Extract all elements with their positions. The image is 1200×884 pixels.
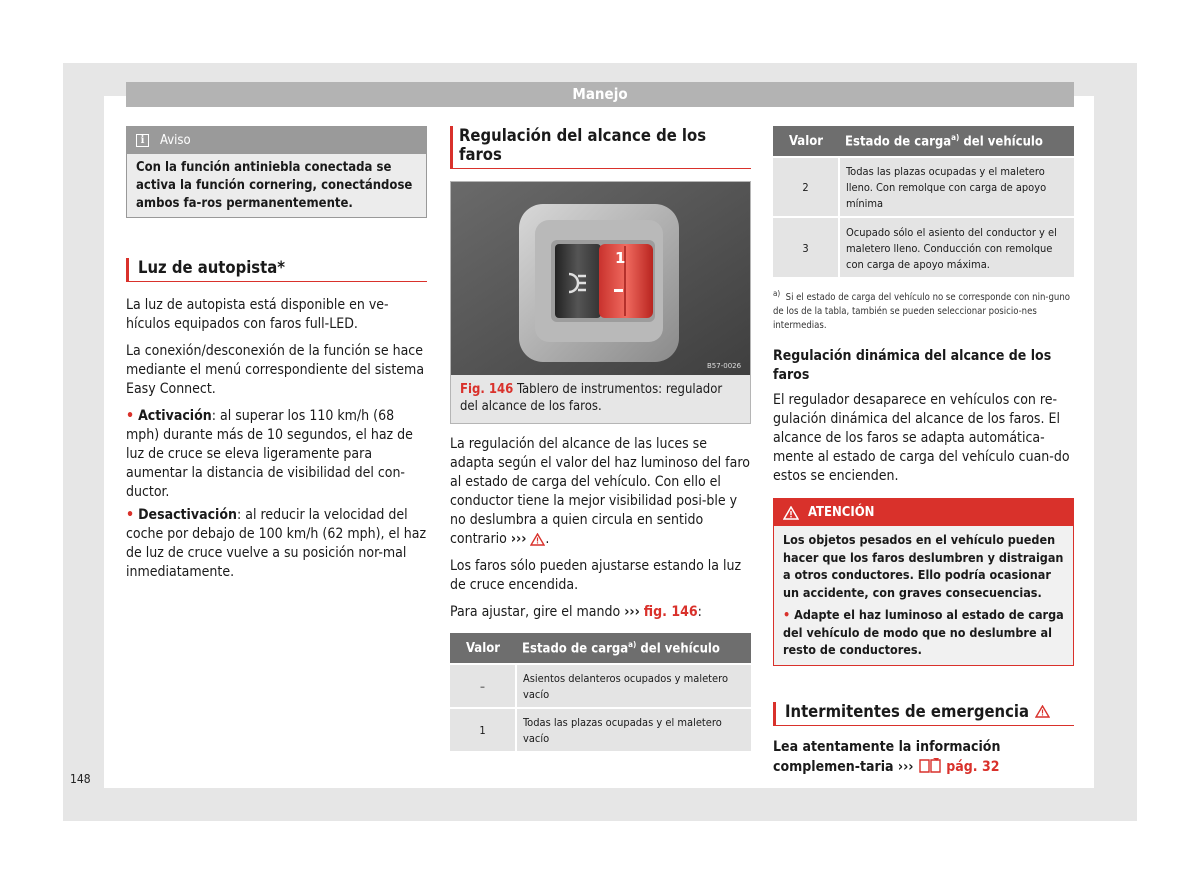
aviso-header [127, 127, 426, 154]
table-cell-value: – [450, 664, 516, 708]
warning-triangle-icon [1035, 705, 1050, 718]
footnote [773, 287, 1074, 333]
atencion-header [774, 499, 1073, 526]
table-cell-description: Todas las plazas ocupadas y el maletero lleno. Con remolque con carga de apoyo mínima [839, 157, 1074, 217]
bullet-text: : al superar los 110 km/h (68 mph) durante más de 10 segundos, el haz de luz de cruce se eleva ligeramente para aumentar la distancia de visibilidad del con-ductor. [126, 408, 413, 500]
paragraph-text: Para ajustar, gire el mando [450, 604, 621, 620]
bullet-term: Activación [138, 408, 212, 424]
bullet-term: Desactivación [138, 507, 237, 523]
paragraph: La conexión/desconexión de la función se hace mediante el menú correspondiente del sistema Easy Connect. [126, 343, 425, 397]
table-cell-value: 2 [773, 157, 839, 217]
table-cell-value: 1 [450, 708, 516, 751]
section-title-luz-autopista: Luz de autopista* [126, 258, 427, 282]
table-cell-description: Ocupado sólo el asiento del conductor y el maletero lleno. Conducción con remolque con carga de apoyo máxima. [839, 217, 1074, 277]
paragraph: Para ajustar, gire el mando ››› fig. 146: [450, 604, 702, 620]
warning-triangle-icon[interactable] [530, 533, 545, 546]
table-header-row [773, 126, 1074, 157]
table-cell-description: Asientos delanteros ocupados y maletero vacío [516, 664, 751, 708]
section-title-intermitentes [773, 702, 1074, 726]
figure-caption [451, 375, 750, 423]
column-header-valor: Valor [450, 633, 516, 664]
subheading-dinamica: Regulación dinámica del alcance de los faros [773, 348, 1052, 384]
section-title-regulacion: Regulación del alcance de los faros [450, 126, 751, 169]
atencion-bullet-text: Adapte el haz luminoso al estado de carga del vehículo de modo que no deslumbre al resto de conductores. [783, 607, 1064, 658]
bullet-activacion [126, 407, 427, 502]
table-header-row [450, 633, 751, 664]
column-header-valor: Valor [773, 126, 839, 157]
table-cell-value: 3 [773, 217, 839, 277]
paragraph: Los faros sólo pueden ajustarse estando la luz de cruce encendida. [450, 558, 742, 593]
column-header-estado: Estado de carga$^{a)}$ del vehículo [516, 633, 751, 664]
load-state-table-2 [773, 126, 1074, 277]
table-cell-description: Todas las plazas ocupadas y el maletero vacío [516, 708, 751, 751]
headlight-regulator-illustration [451, 182, 750, 375]
column-right [773, 126, 1074, 777]
info-note [773, 738, 1074, 777]
page-number: 148 [70, 772, 91, 786]
aviso-label: Aviso [160, 133, 191, 148]
bullet-icon: • [126, 408, 135, 424]
cross-ref-arrows: ››› [897, 758, 914, 775]
atencion-bullet [783, 606, 1064, 659]
column-middle [450, 126, 751, 751]
table-row [773, 157, 1074, 217]
cross-ref-arrows: ››› [624, 604, 640, 620]
atencion-content [774, 526, 1073, 665]
atencion-box [773, 498, 1074, 666]
info-icon: i [136, 134, 149, 147]
figure-code: B57-0026 [707, 362, 742, 370]
aviso-box [126, 126, 427, 218]
bullet-icon: • [783, 607, 791, 623]
figure-label: Fig. 146 [460, 382, 514, 397]
table-row [450, 664, 751, 708]
table-row [450, 708, 751, 751]
footnote-mark: a) [773, 289, 781, 298]
book-icon [918, 757, 942, 773]
cross-ref-arrows: ››› [510, 531, 527, 547]
svg-text:1: 1 [615, 249, 626, 267]
atencion-label: ATENCIÓN [808, 505, 875, 521]
footnote-text: Si el estado de carga del vehículo no se corresponde con nin-guno de los de la tabla, también se pueden seleccionar posicio-nes intermedias. [773, 292, 1070, 332]
figure-reference-link[interactable]: fig. 146 [643, 604, 698, 620]
paragraph-text: La regulación del alcance de las luces se adapta según el valor del haz luminoso del faro al estado de carga del vehículo. Con ello el conductor tiene la mejor visibilidad posi-ble y no deslumbra a quien circula en sentido contrario [450, 436, 750, 547]
section-title-text: Intermitentes de emergencia [785, 701, 1030, 721]
paragraph: El regulador desaparece en vehículos con re-gulación dinámica del alcance de los faros. El alcance de los faros se adapta automática-mente al estado de carga del vehículo cuan-do estos se encienden. [773, 392, 1070, 485]
figure-caption-text: Tablero de instrumentos: regulador del alcance de los faros. [460, 382, 723, 414]
figure-146 [450, 181, 751, 424]
headlight-range-control-image [451, 182, 750, 375]
bullet-text: : al reducir la velocidad del coche por debajo de 100 km/h (62 mph), el haz de luz de cruce vuelve a su posición nor-mal inmediatamente. [126, 507, 427, 580]
chapter-header: Manejo [126, 82, 1074, 107]
load-state-table-1 [450, 633, 751, 751]
page-reference-link[interactable]: pág. 32 [946, 758, 1000, 775]
column-header-estado: Estado de carga$^{a)}$ del vehículo [839, 126, 1074, 157]
paragraph: La luz de autopista está disponible en ve-hículos equipados con faros full-LED. [126, 297, 389, 332]
warning-triangle-icon [783, 506, 799, 520]
bullet-desactivacion [126, 506, 427, 582]
aviso-text: Con la función antiniebla conectada se activa la función cornering, conectándose ambos fa-ros permanentemente. [127, 154, 426, 217]
info-note-text: Lea atentamente la información complemen-taria [773, 738, 1001, 775]
bullet-icon: • [126, 507, 135, 523]
table-row [773, 217, 1074, 277]
atencion-text: Los objetos pesados en el vehículo pueden hacer que los faros deslumbren y distraigan a otros conductores. Ello podría ocasionar un accidente, con graves consecuencias. [783, 532, 1064, 600]
column-left [126, 126, 427, 582]
paragraph: La regulación del alcance de las luces se adapta según el valor del haz luminoso del faro al estado de carga del vehículo. Con ello el conductor tiene la mejor visibilidad posi-ble y no deslumbra a quien circula en sentido contrario ››› . [450, 436, 750, 547]
